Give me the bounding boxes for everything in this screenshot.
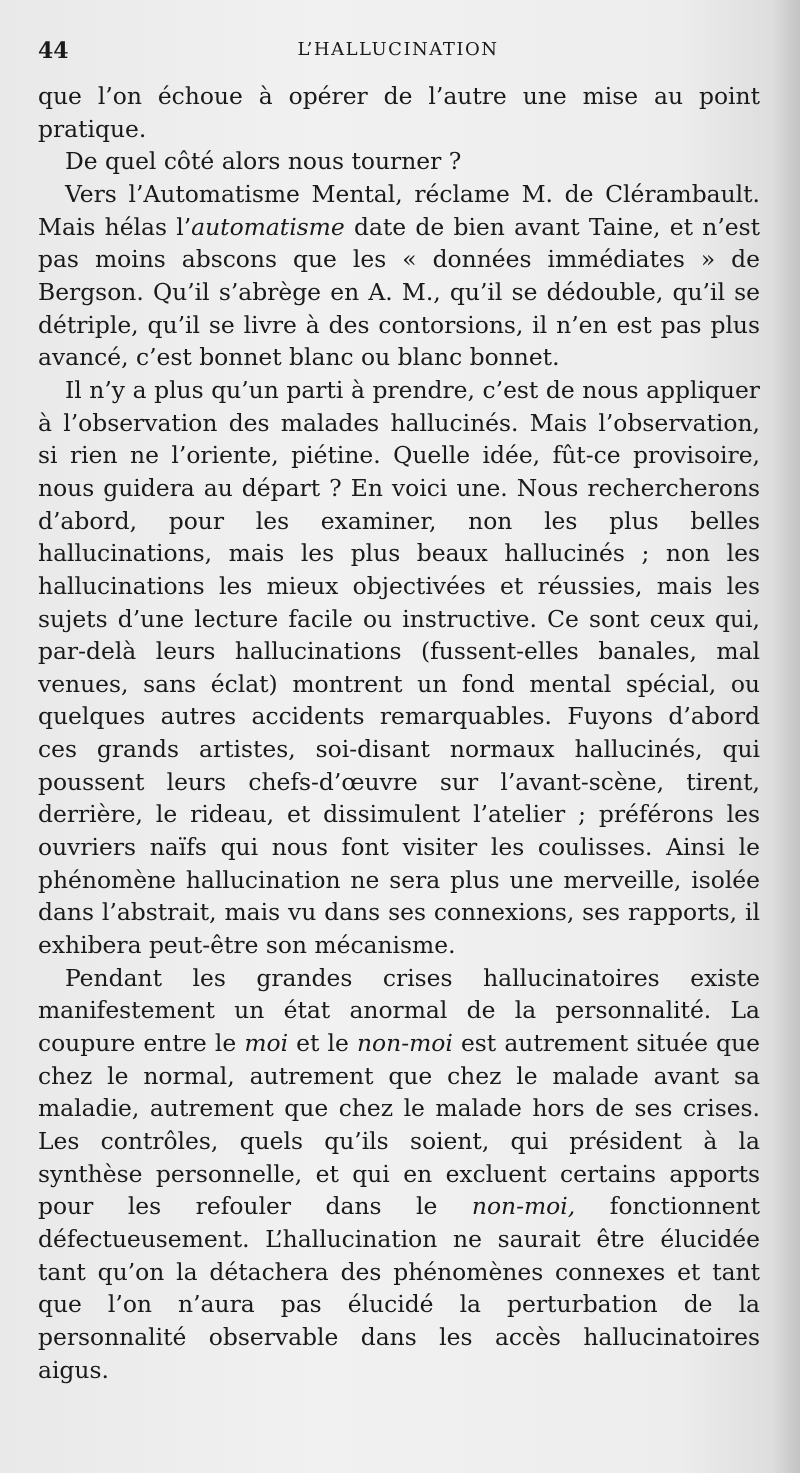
body-text — [38, 80, 760, 1386]
paragraph — [38, 962, 760, 1387]
italic-text: non-moi, — [471, 1192, 576, 1221]
paragraph — [38, 145, 760, 178]
text-run: fonctionnent défectueusement. L’hallucination ne saurait être élucidée tant qu’on la détachera des phénomènes connexes et tant que l’on n’aura pas élucidé la perturbation de la personnalité observable dans les accès hallucinatoires aigus. — [38, 1192, 760, 1384]
page-number: 44 — [38, 38, 69, 64]
text-run: date de bien avant Taine, et n’est pas moins abscons que les « données immédiates » de Bergson. Qu’il s’abrège en A. M., qu’il se dédouble, qu’il se détriple, qu’il se livre à des contorsions, il n’en est pas plus avancé, c’est bonnet blanc ou blanc bonnet. — [38, 212, 760, 372]
italic-text: moi — [244, 1029, 289, 1058]
text-run: est autrement située que chez le normal, autrement que chez le malade avant sa maladie, autrement que chez le malade hors de ses crises. Les contrôles, quels qu’ils soient, qui président à la synthèse personnelle, et qui en excluent certains apports pour les refouler dans le — [38, 1029, 760, 1221]
text-run: Vers l’Automatisme Mental, réclame M. de Clérambault. Mais hélas l’ — [38, 179, 760, 241]
paragraph — [38, 178, 760, 374]
italic-text: automatisme — [191, 212, 345, 241]
running-title: L’HALLUCINATION — [297, 39, 499, 60]
text-run: et le — [288, 1029, 357, 1058]
text-run: De quel côté alors nous tourner ? — [65, 147, 462, 176]
text-run: Pendant les grandes crises hallucinatoires existe manifestement un état anormal de la personnalité. La coupure entre le — [38, 963, 760, 1058]
page-header — [38, 38, 758, 68]
page-edge-shadow — [772, 0, 800, 1473]
italic-text: non-moi — [356, 1029, 453, 1058]
paragraph — [38, 374, 760, 962]
text-run: Il n’y a plus qu’un parti à prendre, c’est de nous appliquer à l’observation des malades hallucinés. Mais l’observation, si rien ne l’oriente, piétine. Quelle idée, fût-ce provisoire, nous guidera au départ ? En voici une. Nous rechercherons d’abord, pour les examiner, non les plus belles hallucinations, mais les plus beaux hallucinés ; non les hallucinations les mieux objectivées et réussies, mais les sujets d’une lecture facile ou instructive. Ce sont ceux qui, par-delà leurs hallucinations (fussent-elles banales, mal venues, sans éclat) montrent un fond mental spécial, ou quelques autres accidents remarquables. Fuyons d’abord ces grands artistes, soi-disant normaux hallucinés, qui poussent leurs chefs-d’œuvre sur l’avant-scène, tirent, derrière, le rideau, et dissimulent l’atelier ; préférons les ouvriers naïfs qui nous font visiter les coulisses. Ainsi le phénomène hallucination ne sera plus une merveille, isolée dans l’abstrait, mais vu dans ses connexions, ses rapports, il exhibera peut-être son mécanisme. — [38, 375, 760, 960]
text-run: que l’on échoue à opérer de l’autre une mise au point pratique. — [38, 82, 760, 143]
paragraph — [38, 80, 760, 145]
